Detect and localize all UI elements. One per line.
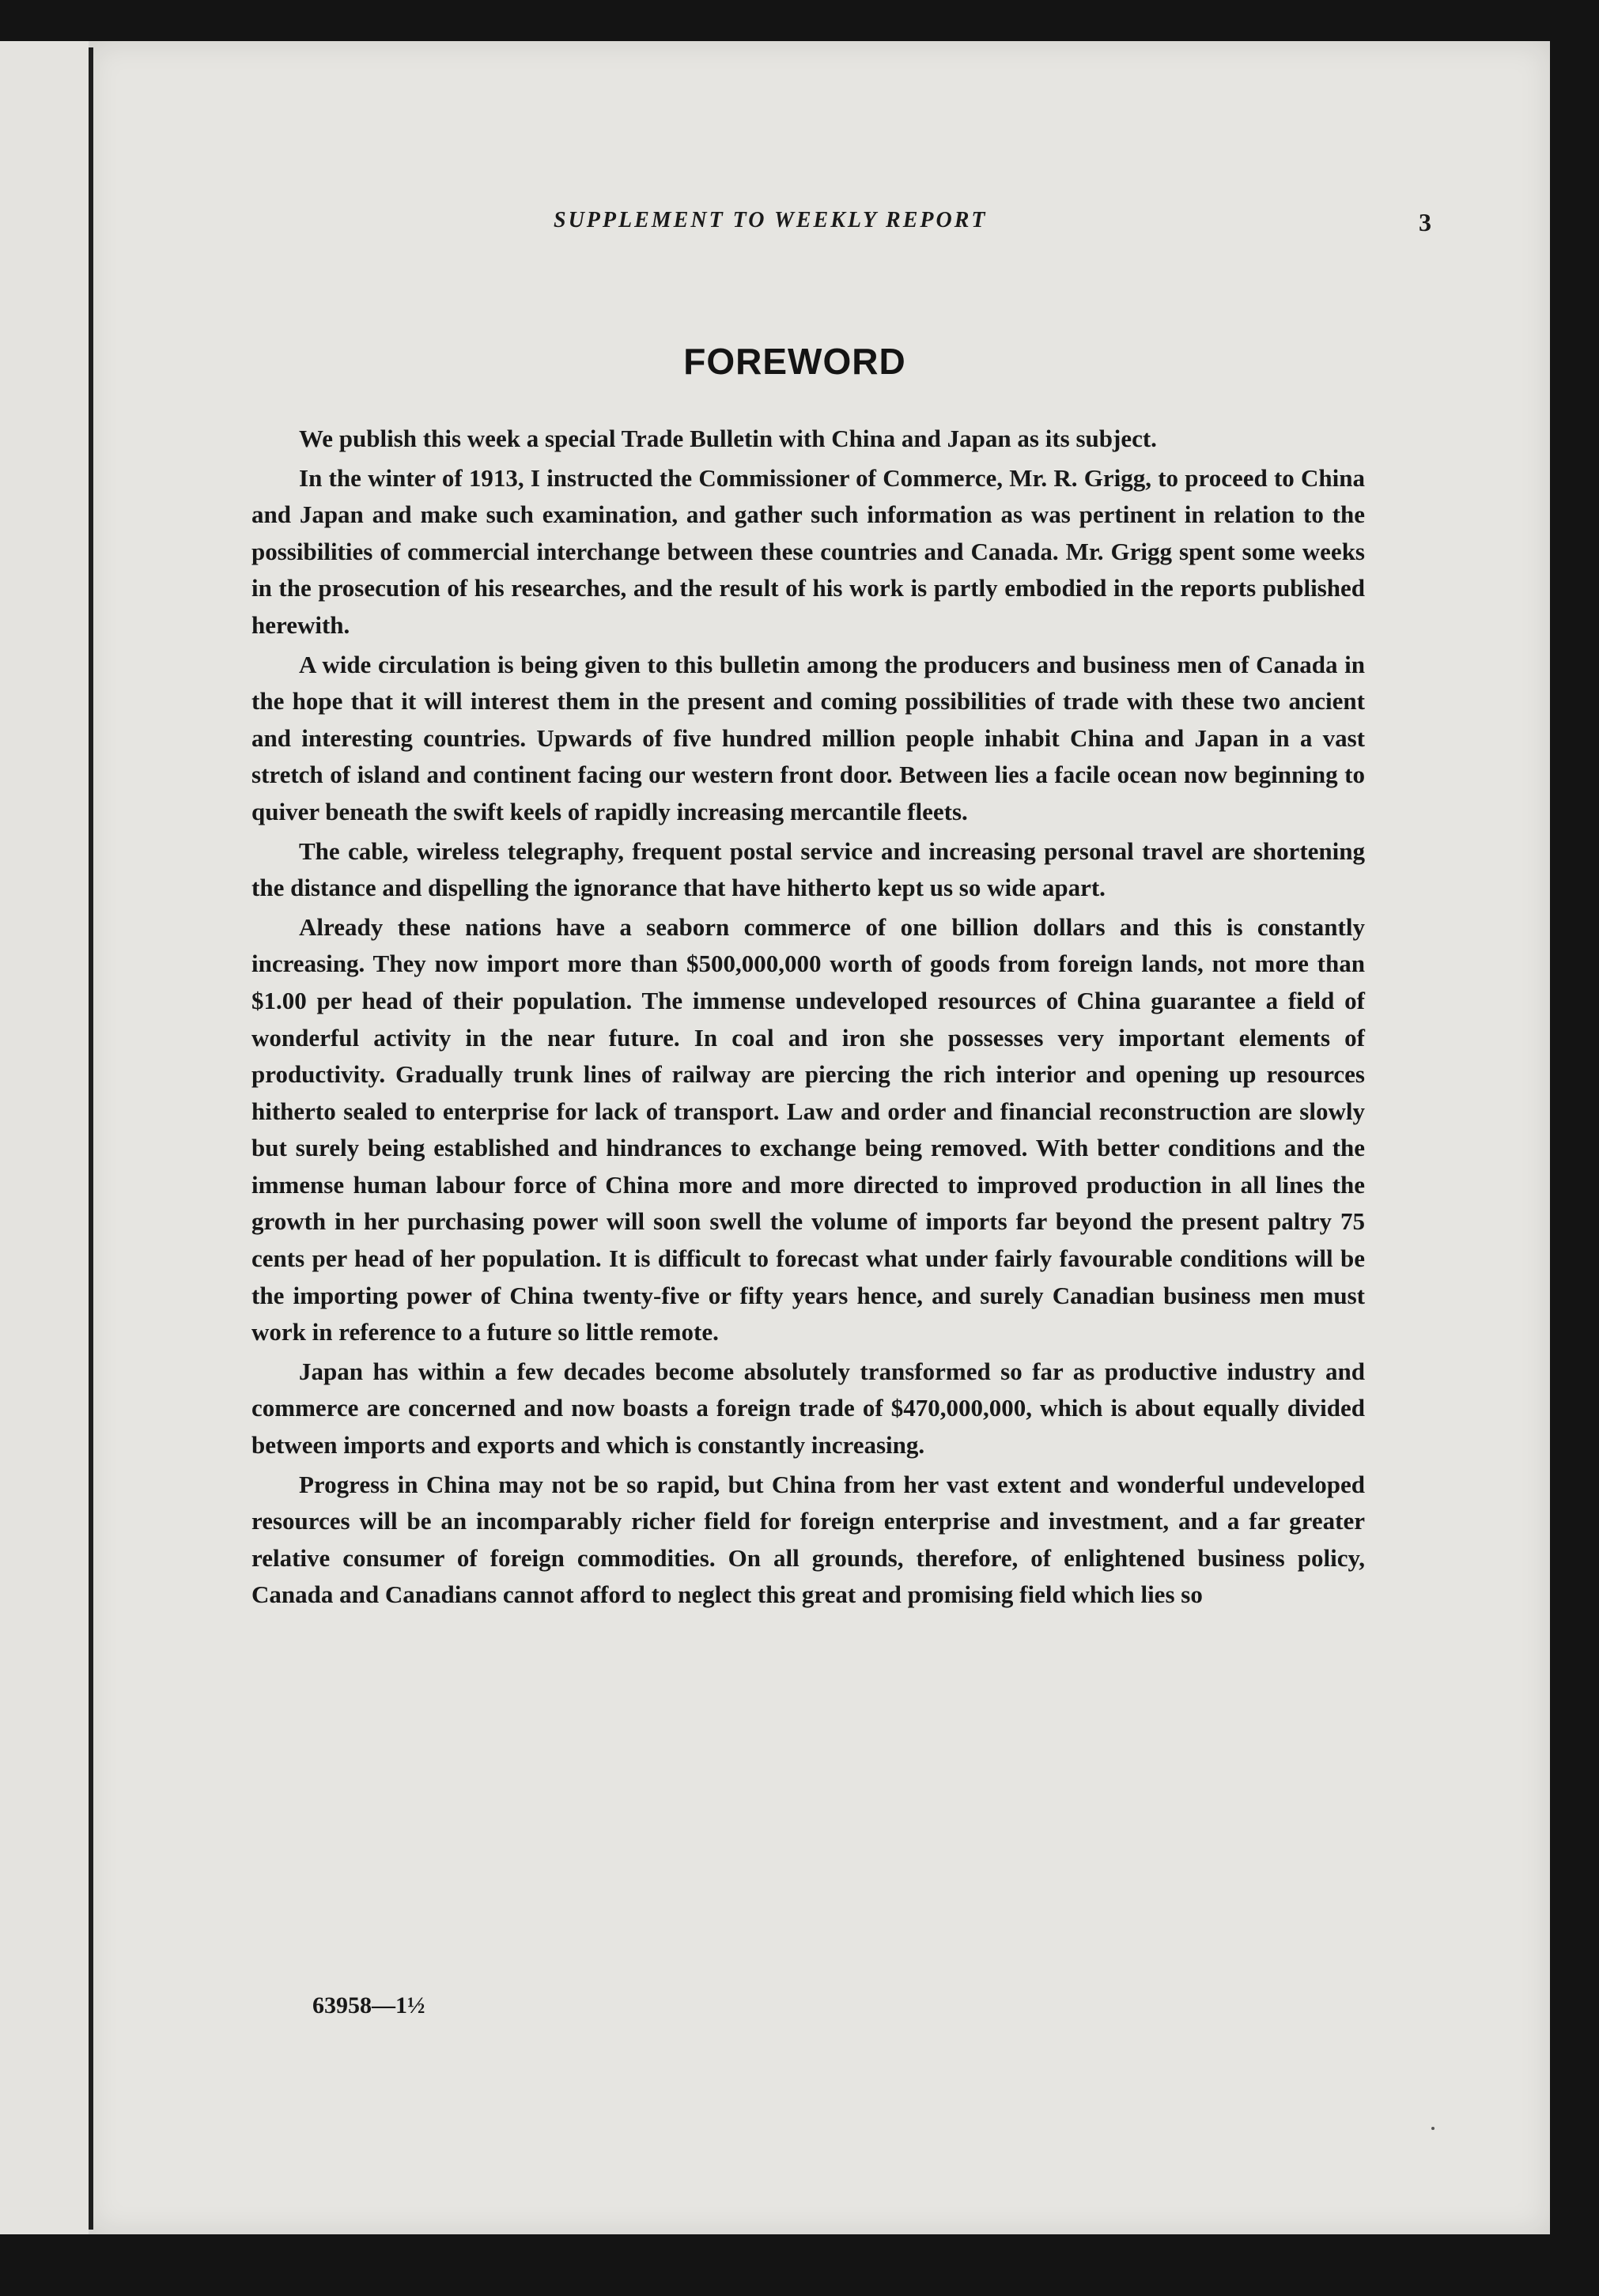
print-code: 63958—1½: [312, 1992, 425, 2018]
running-head: [395, 208, 1431, 240]
paragraph-7: Progress in China may not be so rapid, but China from her vast extent and wonderful undeveloped resources will be an incomparably richer field for foreign enterprise and investment, and a far greater relative consumer of foreign commodities. On all grounds, therefore, of enlightened business policy, Canada and Canadians cannot afford to neglect this great and promising field which lies so: [251, 1470, 1365, 1609]
paragraph-4: The cable, wireless telegraphy, frequent postal service and increasing personal travel are shortening the distance and dispelling the ignorance that have hitherto kept us so wide apart.: [251, 836, 1365, 902]
scan-speck: [1431, 2127, 1435, 2130]
paragraph-6: Japan has within a few decades become absolutely transformed so far as productive industry and commerce are concerned and now boasts a foreign trade of $470,000,000, which is about equally divided between imports and exports and which is constantly increasing.: [251, 1357, 1365, 1460]
section-heading: FOREWORD: [683, 341, 906, 382]
running-head-title: SUPPLEMENT TO WEEKLY REPORT: [554, 208, 988, 232]
paragraph-1: We publish this week a special Trade Bulletin with China and Japan as its subject.: [299, 425, 1157, 452]
adjacent-page-edge: [0, 41, 89, 2234]
paragraph-3: A wide circulation is being given to this bulletin among the producers and business men of Canada in the hope that it will interest them in the present and coming possibilities of trade with these two ancient and interesting countries. Upwards of five hundred million people inhabit China and Japan in a vast stretch of island and continent facing our western front door. Between lies a facile ocean now beginning to quiver beneath the swift keels of rapidly increasing mercantile fleets.: [251, 650, 1365, 825]
body-text: [251, 421, 1365, 1616]
page-number: 3: [1419, 208, 1431, 236]
paragraph-2: In the winter of 1913, I instructed the Commissioner of Commerce, Mr. R. Grigg, to proceed to China and Japan and make such examination, and gather such information as was pertinent in relation to the possibilities of commercial interchange between these countries and Canada. Mr. Grigg spent some weeks in the prosecution of his researches, and the result of his work is partly embodied in the reports published herewith.: [251, 463, 1365, 639]
paragraph-5: Already these nations have a seaborn commerce of one billion dollars and this is constantly increasing. They now import more than $500,000,000 worth of goods from foreign lands, not more than $1.00 per head of their population. The immense undeveloped resources of China guarantee a field of wonderful activity in the near future. In coal and iron she possesses very important elements of productivity. Gradually trunk lines of railway are piercing the rich interior and opening up resources hitherto sealed to enterprise for lack of transport. Law and order and financial reconstruction are slowly but surely being established and hindrances to exchange being removed. With better conditions and the immense human labour force of China more and more directed to improved production in all lines the growth in her purchasing power will soon swell the volume of imports far beyond the present paltry 75 cents per head of her population. It is difficult to forecast what under fairly favourable conditions will be the importing power of China twenty-five or fifty years hence, and surely Canadian business men must work in reference to a future so little remote.: [251, 912, 1365, 1346]
page-fold-shadow: [89, 47, 93, 2230]
